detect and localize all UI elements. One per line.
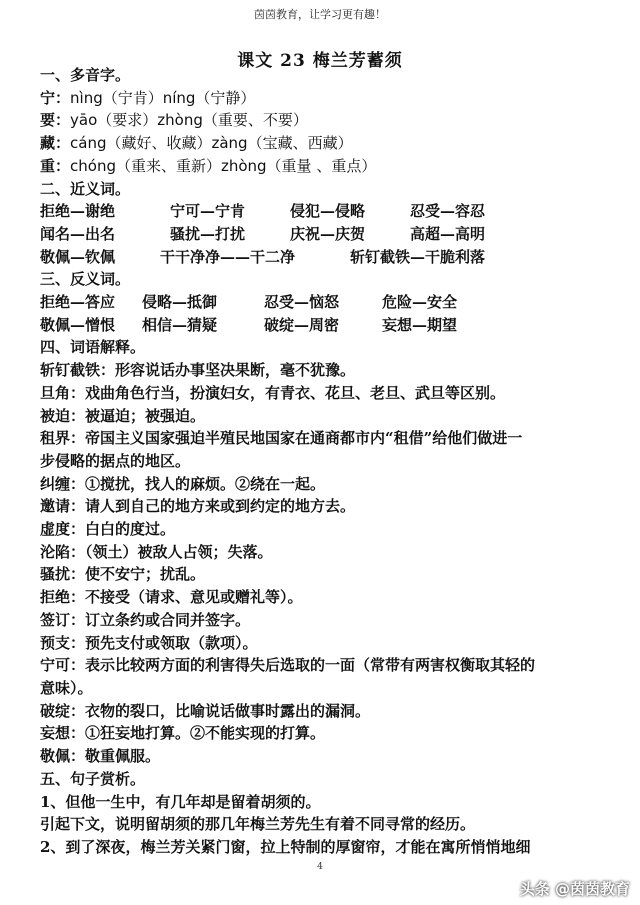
synonym-row <box>40 223 615 246</box>
definition-line: 意味）。 <box>40 678 93 697</box>
antonym-pair: 危险—安全 <box>382 293 458 312</box>
polyphone-reading: chóng（重来、重新）zhòng（重量 、重点） <box>70 156 377 175</box>
document-body <box>40 64 615 859</box>
polyphone-char: 要： <box>40 111 71 130</box>
antonym-pair: 敬佩—憎恨 <box>40 315 116 334</box>
section-heading-analysis: 五、句子赏析。 <box>40 769 146 788</box>
polyphone-reading: cáng（藏好、收藏）zàng（宝藏、西藏） <box>70 134 353 153</box>
antonym-pair: 拒绝—答应 <box>40 293 116 312</box>
definition-line: 步侵略的据点的地区。 <box>40 451 191 470</box>
synonym-row <box>40 200 615 223</box>
synonym-pair: 高超—高明 <box>410 224 486 243</box>
polyphone-line <box>40 109 615 132</box>
definition-line: 妄想：①狂妄地打算。②不能实现的打算。 <box>40 724 326 743</box>
definition-line: 纠缠：①搅扰，找人的麻烦。②绕在一起。 <box>40 474 326 493</box>
definition-line: 邀请：请人到自己的地方来或到约定的地方去。 <box>40 497 356 516</box>
polyphone-char: 重： <box>40 156 71 175</box>
page-number: 4 <box>317 862 323 872</box>
polyphone-char: 藏： <box>40 134 71 153</box>
definition-line: 破绽：衣物的裂口，比喻说话做事时露出的漏洞。 <box>40 701 371 720</box>
definition-line: 签订：订立条约或合同并签字。 <box>40 610 251 629</box>
synonym-pair: 庆祝—庆贺 <box>290 224 366 243</box>
antonym-row <box>40 291 615 314</box>
synonym-pair: 骚扰—打扰 <box>170 224 246 243</box>
definition-line: 虚度：白白的度过。 <box>40 520 176 539</box>
polyphone-line <box>40 87 615 110</box>
antonym-pair: 相信—猜疑 <box>142 315 218 334</box>
definition-line: 预支：预先支付或领取（款项）。 <box>40 633 258 652</box>
polyphone-line <box>40 132 615 155</box>
polyphone-reading: yāo（要求）zhòng（重要、不要） <box>70 111 308 130</box>
watermark: 头条 @茵茵教育 <box>519 880 630 898</box>
section-heading-polyphones: 一、多音字。 <box>40 66 131 84</box>
polyphone-line <box>40 155 615 178</box>
definition-line: 旦角：戏曲角色行当，扮演妇女，有青衣、花旦、老旦、武旦等区别。 <box>40 383 506 402</box>
definition-line: 沦陷：（领土）被敌人占领；失落。 <box>40 542 273 561</box>
synonym-pair: 干干净净——干二净 <box>160 247 296 266</box>
polyphone-reading: nìng（宁肯）níng（宁静） <box>70 88 256 107</box>
polyphone-char: 宁： <box>40 88 71 107</box>
synonym-pair: 拒绝—谢绝 <box>40 202 116 221</box>
antonym-pair: 侵略—抵御 <box>142 293 218 312</box>
definition-line: 骚扰：使不安宁；扰乱。 <box>40 565 206 584</box>
page-header: 茵茵教育，让学习更有趣！ <box>254 8 386 21</box>
antonym-row <box>40 314 615 337</box>
definition-line: 拒绝：不接受（请求、意见或赠礼等）。 <box>40 588 303 607</box>
definition-line: 租界：帝国主义国家强迫半殖民地国家在通商都市内“租借”给他们做进一 <box>40 429 523 448</box>
antonym-pair: 妄想—期望 <box>382 315 458 334</box>
synonym-pair: 忍受—容忍 <box>410 202 486 221</box>
page-title: 课文 23 梅兰芳蓄须 <box>237 51 403 71</box>
section-heading-definitions: 四、词语解释。 <box>40 338 146 357</box>
definition-line: 宁可：表示比较两方面的利害得失后选取的一面（常带有两害权衡取其轻的 <box>40 656 536 675</box>
section-heading-synonyms: 二、近义词。 <box>40 179 131 198</box>
synonym-row <box>40 246 615 269</box>
antonym-pair: 忍受—恼怒 <box>264 293 340 312</box>
analysis-line: 1、但他一生中，有几年却是留着胡须的。 <box>40 792 321 811</box>
definition-line: 敬佩：敬重佩服。 <box>40 747 161 766</box>
analysis-line: 2、到了深夜，梅兰芳关紧门窗，拉上特制的厚窗帘，才能在寓所悄悄地细 <box>40 837 531 856</box>
analysis-line: 引起下文，说明留胡须的那几年梅兰芳先生有着不同寻常的经历。 <box>40 815 476 834</box>
synonym-pair: 敬佩—钦佩 <box>40 247 116 266</box>
antonym-pair: 破绽—周密 <box>264 315 340 334</box>
section-heading-antonyms: 三、反义词。 <box>40 270 131 289</box>
synonym-pair: 侵犯—侵略 <box>290 202 366 221</box>
synonym-pair: 宁可—宁肯 <box>170 202 246 221</box>
synonym-pair: 斩钉截铁—干脆利落 <box>350 247 486 266</box>
definition-line: 被迫：被逼迫；被强迫。 <box>40 406 206 425</box>
definition-line: 斩钉截铁：形容说话办事坚决果断，毫不犹豫。 <box>40 361 356 380</box>
synonym-pair: 闻名—出名 <box>40 224 116 243</box>
